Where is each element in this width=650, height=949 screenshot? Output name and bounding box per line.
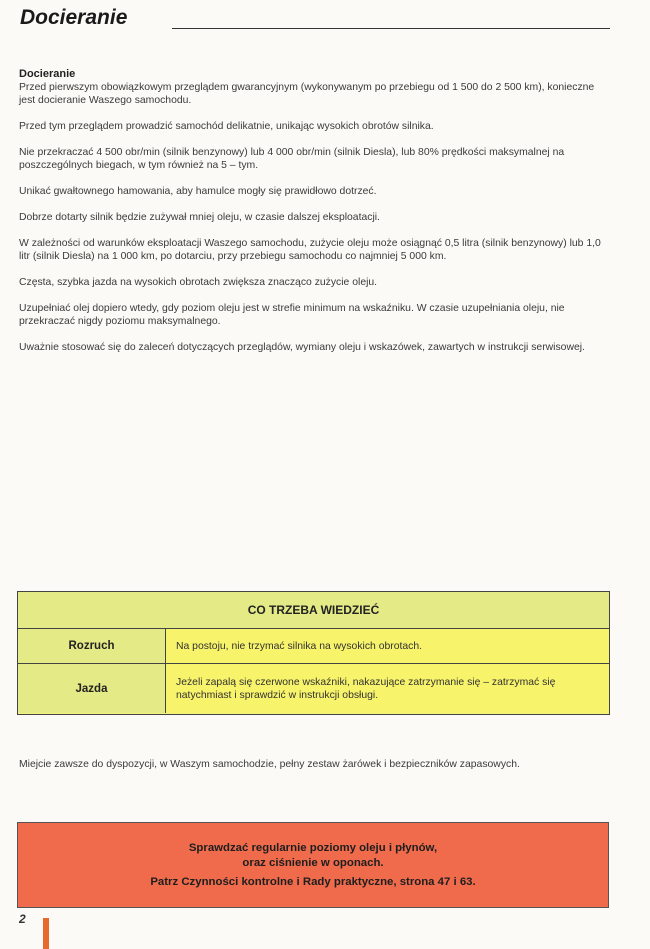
info-row-label: Rozruch [18,629,166,663]
section-heading: Docieranie [19,68,76,80]
info-table [17,591,610,715]
info-row-text: Jeżeli zapalą się czerwone wskaźniki, nakazujące zatrzymanie się – zatrzymać się natychmiast i sprawdzić w instrukcji obsługi. [166,664,609,713]
page-number: 2 [19,912,26,926]
paragraph: Dobrze dotarty silnik będzie zużywał mniej oleju, w czasie dalszej eksploatacji. [19,212,380,223]
paragraph: Uzupełniać olej dopiero wtedy, gdy poziom oleju jest w strefie minimum na wskaźniku. W czasie uzupełniania oleju, nie przekraczać nigdy poziomu maksymalnego. [19,303,565,327]
paragraph: Częsta, szybka jazda na wysokich obrotach zwiększa znacząco zużycie oleju. [19,277,378,288]
warning-box [17,822,609,908]
page-title: Docieranie [20,6,128,29]
page-edge-marker [43,918,49,949]
main-content [19,68,612,367]
paragraph: Unikać gwałtownego hamowania, aby hamulce mogły się prawidłowo dotrzeć. [19,186,377,197]
title-rule [172,28,610,29]
spare-parts-note: Miejcie zawsze do dyspozycji, w Waszym samochodzie, pełny zestaw żarówek i bezpieczników zapasowych. [19,759,520,770]
info-row-label: Jazda [18,664,166,713]
info-row-rozruch [18,629,609,664]
paragraph: Przed pierwszym obowiązkowym przeglądem gwarancyjnym (wykonywanym po przebiegu od 1 500 do 2 500 km), konieczne jest docieranie Waszego samochodu. [19,82,595,106]
info-row-jazda [18,664,609,713]
warning-reference: Patrz Czynności kontrolne i Rady praktyczne, strona 47 i 63. [150,875,476,888]
info-row-text: Na postoju, nie trzymać silnika na wysokich obrotach. [166,629,609,663]
paragraph: Przed tym przeglądem prowadzić samochód delikatnie, unikając wysokich obrotów silnika. [19,121,434,132]
info-table-header: CO TRZEBA WIEDZIEĆ [18,592,609,629]
warning-line: oraz ciśnienie w oponach. [242,856,384,869]
paragraph: W zależności od warunków eksploatacji Waszego samochodu, zużycie oleju może osiągnąć 0,5 litra (silnik benzynowy) lub 1,0 litr (silnik Diesla) na 1 000 km, po dotarciu, przy przebiegu samochodu co najmniej 5 000 km. [19,238,601,262]
paragraph: Uważnie stosować się do zaleceń dotyczących przeglądów, wymiany oleju i wskazówek, zawartych w instrukcji serwisowej. [19,342,585,353]
paragraph: Nie przekraczać 4 500 obr/min (silnik benzynowy) lub 4 000 obr/min (silnik Diesla), lub 80% prędkości maksymalnej na poszczególnych biegach, w tym również na 5 – tym. [19,147,565,171]
warning-line: Sprawdzać regularnie poziomy oleju i płynów, [188,841,438,854]
